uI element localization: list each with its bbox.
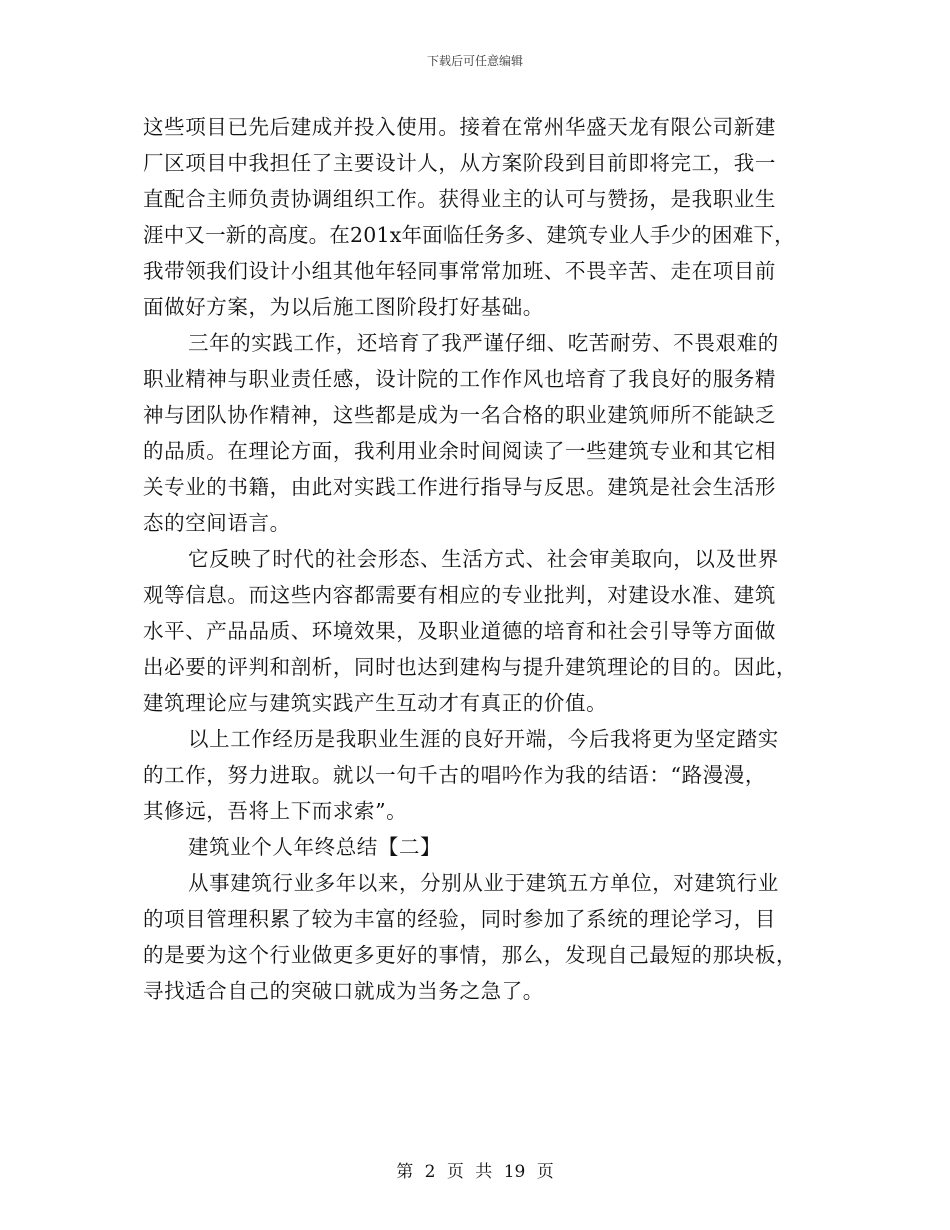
text-line: 观等信息。而这些内容都需要有相应的专业批判，对建设水准、建筑 bbox=[143, 583, 776, 607]
text-line: 水平、产品品质、环境效果，及职业道德的培育和社会引导等方面做 bbox=[143, 619, 776, 643]
text-line: 出必要的评判和剖析，同时也达到建构与提升建筑理论的目的。因此， bbox=[143, 655, 798, 679]
text-line: 面做好方案，为以后施工图阶段打好基础。 bbox=[143, 295, 544, 319]
text-line: 这些项目已先后建成并投入使用。接着在常州华盛天龙有限公司新建 bbox=[143, 115, 776, 139]
page-header: 下载后可任意编辑 bbox=[426, 54, 523, 68]
text-line: 建筑理论应与建筑实践产生互动才有真正的价值。 bbox=[143, 691, 608, 715]
text-line: 直配合主师负责协调组织工作。获得业主的认可与赞扬，是我职业生 bbox=[143, 187, 776, 211]
document-body bbox=[143, 113, 823, 1013]
paragraph-start: 它反映了时代的社会形态、生活方式、社会审美取向，以及世界 bbox=[188, 547, 779, 571]
text-line: 关专业的书籍，由此对实践工作进行指导与反思。建筑是社会生活形 bbox=[143, 475, 776, 499]
text-line: 神与团队协作精神，这些都是成为一名合格的职业建筑师所不能缺乏 bbox=[143, 403, 776, 427]
page-number: 第 2 页 共 19 页 bbox=[396, 1162, 554, 1182]
text-line: 厂区项目中我担任了主要设计人，从方案阶段到目前即将完工，我一 bbox=[143, 151, 776, 175]
paragraph-start: 三年的实践工作，还培育了我严谨仔细、吃苦耐劳、不畏艰难的 bbox=[188, 331, 779, 355]
paragraph-start: 从事建筑行业多年以来，分别从业于建筑五方单位，对建筑行业 bbox=[188, 871, 779, 895]
text-line: 寻找适合自己的突破口就成为当务之急了。 bbox=[143, 979, 544, 1003]
text-line: 态的空间语言。 bbox=[143, 511, 291, 535]
section-heading: 建筑业个人年终总结【二】 bbox=[188, 835, 442, 859]
text-line: 职业精神与职业责任感，设计院的工作作风也培育了我良好的服务精 bbox=[143, 367, 776, 391]
text-line: 涯中又一新的高度。在201x年面临任务多、建筑专业人手少的困难下， bbox=[143, 223, 795, 247]
text-line: 其修远，吾将上下而求索”。 bbox=[143, 799, 408, 823]
text-line: 的品质。在理论方面，我利用业余时间阅读了一些建筑专业和其它相 bbox=[143, 439, 776, 463]
text-line: 我带领我们设计小组其他年轻同事常常加班、不畏辛苦、走在项目前 bbox=[143, 259, 776, 283]
text-line: 的项目管理积累了较为丰富的经验，同时参加了系统的理论学习，目 bbox=[143, 907, 776, 931]
text-line: 的是要为这个行业做更多更好的事情，那么，发现自己最短的那块板， bbox=[143, 943, 798, 967]
text-line: 的工作，努力进取。就以一句千古的唱吟作为我的结语：“路漫漫， bbox=[143, 763, 766, 787]
paragraph-start: 以上工作经历是我职业生涯的良好开端，今后我将更为坚定踏实 bbox=[188, 727, 779, 751]
